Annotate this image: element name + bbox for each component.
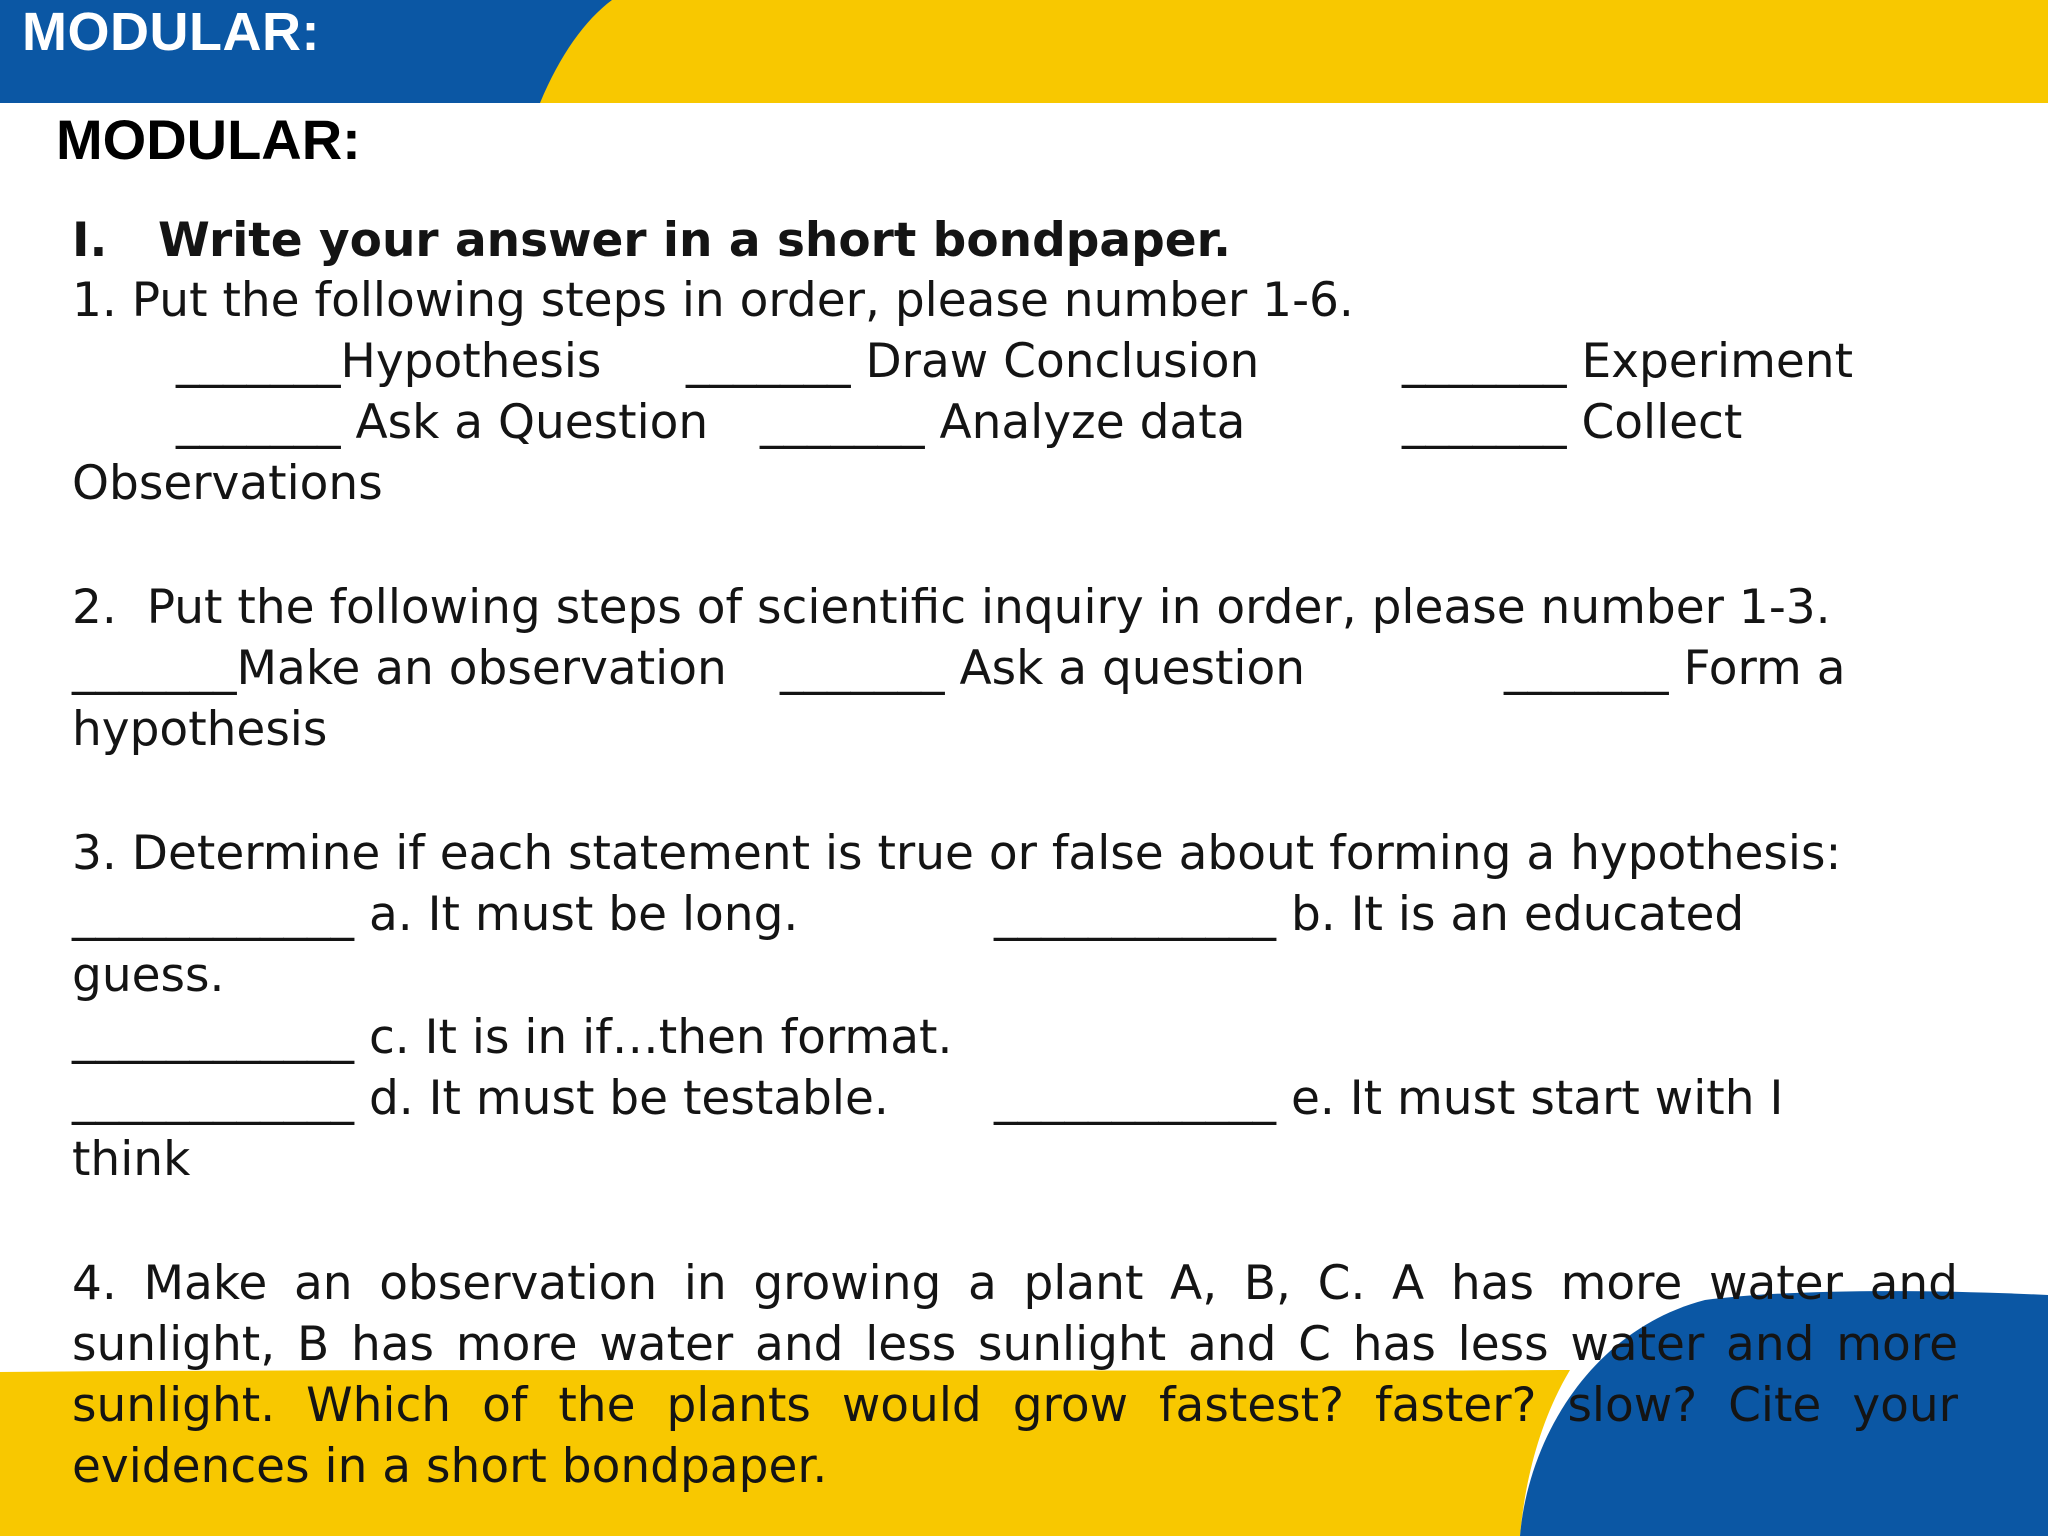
instruction-roman: I. — [72, 213, 108, 268]
q1-step-hypothesis: _______Hypothesis — [176, 334, 602, 389]
question-4-line-1: 4. Make an observation in growing a plant A, B, C. A has more water and — [72, 1256, 1958, 1311]
slide-header-title: MODULAR: — [22, 2, 320, 62]
q1-step-experiment: _______ Experiment — [1402, 334, 1853, 389]
q3-statement-b: ____________ b. It is an educated — [994, 887, 1745, 942]
q3-statement-e-wrap: think — [72, 1132, 191, 1187]
question-1-prompt: 1. Put the following steps in order, please number 1-6. — [72, 273, 1354, 328]
q1-step-draw-conclusion: _______ Draw Conclusion — [686, 334, 1260, 389]
q1-step-collect: _______ Collect — [1402, 395, 1743, 450]
q3-statement-c: ____________ c. It is in if…then format. — [72, 1010, 953, 1065]
question-4-line-2: sunlight, B has more water and less sunlight and C has less water and more — [72, 1317, 1958, 1372]
q2-step-make-observation: _______Make an observation — [72, 641, 727, 696]
instruction-text: Write your answer in a short bondpaper. — [158, 213, 1231, 268]
worksheet-content — [72, 0, 1962, 1536]
q2-step-hypothesis-wrap: hypothesis — [72, 702, 328, 757]
q3-statement-b-wrap: guess. — [72, 948, 225, 1003]
question-3-prompt: 3. Determine if each statement is true or false about forming a hypothesis: — [72, 826, 1842, 881]
q2-step-ask-question: _______ Ask a question — [780, 641, 1306, 696]
q3-statement-a: ____________ a. It must be long. — [72, 887, 799, 942]
question-4-line-4: evidences in a short bondpaper. — [72, 1439, 828, 1494]
q1-step-ask-question: _______ Ask a Question — [176, 395, 709, 450]
q3-statement-d: ____________ d. It must be testable. — [72, 1071, 889, 1126]
document-title: MODULAR: — [56, 108, 361, 171]
q3-statement-e: ____________ e. It must start with I — [994, 1071, 1784, 1126]
question-4-line-3: sunlight. Which of the plants would grow fastest? faster? slow? Cite your — [72, 1378, 1958, 1433]
q1-step-analyze-data: _______ Analyze data — [760, 395, 1246, 450]
q2-step-form-hypothesis: _______ Form a — [1504, 641, 1846, 696]
question-2-prompt: 2. Put the following steps of scientific inquiry in order, please number 1-3. — [72, 580, 1831, 635]
q1-step-observations-wrap: Observations — [72, 456, 383, 511]
